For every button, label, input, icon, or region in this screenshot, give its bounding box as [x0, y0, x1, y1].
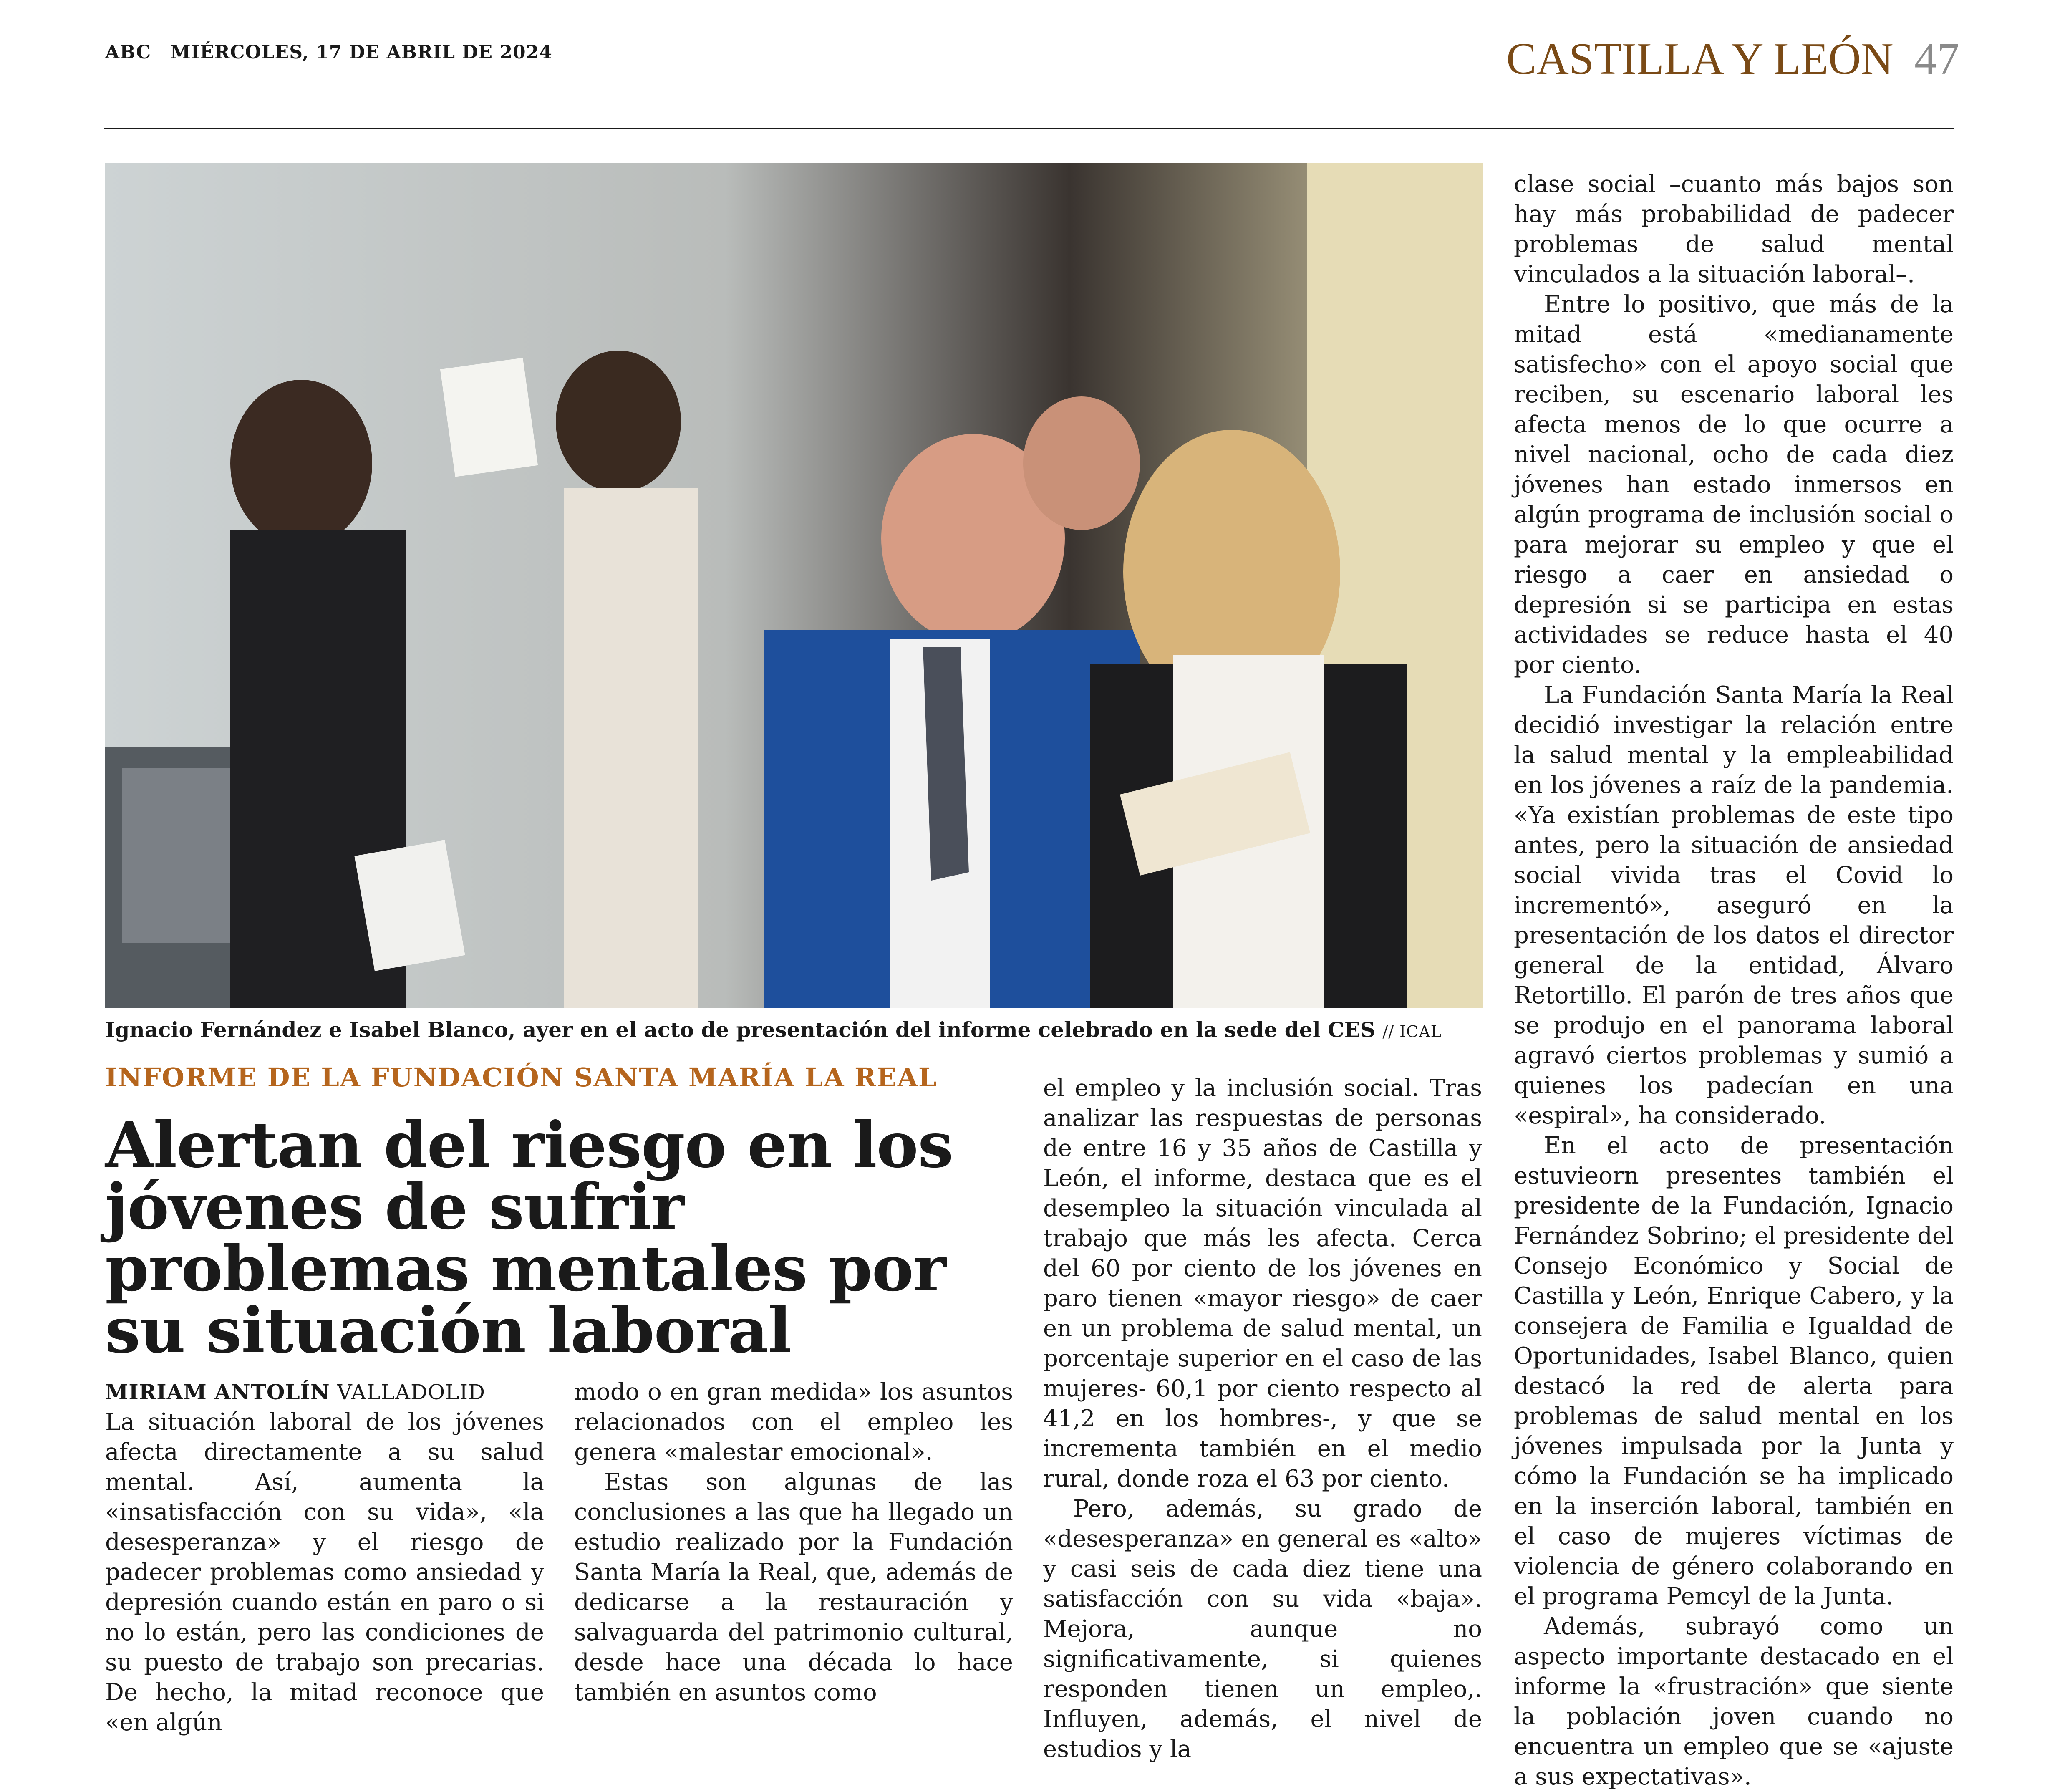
- paragraph: Pero, además, su grado de «desesperanza» en general es «alto» y casi seis de cada diez tiene una satisfacción con su vida «baja». Mejora, aunque no significativamente, si quienes responden tienen un empleo,. Influyen, además, el nivel de estudios y la: [1043, 1495, 1482, 1763]
- header-rule: [104, 128, 1954, 129]
- article-photo: [105, 163, 1483, 1008]
- paragraph: Entre lo positivo, que más de la mitad está «medianamente satisfecho» con el apoyo social que reciben, su escenario laboral les afecta menos de lo que ocurre a nivel nacional, ocho de cada diez jóvenes han estado inmersos en algún programa de inclusión social o para mejorar su empleo y que el riesgo a caer en ansiedad o depresión si se participa en estas actividades se reduce hasta el 40 por ciento.: [1514, 291, 1954, 679]
- article-kicker: INFORME DE LA FUNDACIÓN SANTA MARÍA LA REAL: [105, 1062, 938, 1093]
- article-headline: Alertan del riesgo en los jóvenes de sufrir problemas mentales por su situación laboral: [105, 1108, 953, 1367]
- article-column-1: [105, 1377, 544, 1738]
- paragraph: Estas son algunas de las conclusiones a las que ha llegado un estudio realizado por la Fundación Santa María la Real, que, además de dedicarse a la restauración y salvaguarda del patrimonio cultural, desde hace una década lo hace también en asuntos como: [574, 1469, 1013, 1706]
- byline: [105, 1377, 544, 1407]
- page-number: 47: [1914, 34, 1959, 84]
- photo-caption: [105, 1017, 1486, 1042]
- photo-illustration: [105, 163, 1483, 1008]
- publication-name: ABC: [105, 42, 151, 63]
- paragraph: modo o en gran medida» los asuntos relacionados con el empleo les genera «malestar emocional».: [574, 1378, 1013, 1466]
- paragraph: el empleo y la inclusión social. Tras analizar las respuestas de personas de entre 16 y 35 años de Castilla y León, el informe, destaca que es el desempleo la situación vinculada al trabajo que más les afecta. Cerca del 60 por ciento de los jóvenes en paro tienen «mayor riesgo» de caer en un problema de salud mental, un porcentaje superior en el caso de las mujeres- 60,1 por ciento respecto al 41,2 en los hombres-, y que se incrementa también en el medio rural, donde roza el 63 por ciento.: [1043, 1075, 1482, 1492]
- paragraph: La situación laboral de los jóvenes afecta directamente a su salud mental. Así, aumenta la «insatisfacción con su vida», «la desesperanza» y el riesgo de padecer problemas como ansiedad y depresión cuando están en paro o si no lo están, pero las condiciones de su puesto de trabajo son precarias. De hecho, la mitad reconoce que «en algún: [105, 1408, 544, 1736]
- section-title: CASTILLA Y LEÓN: [1506, 34, 1894, 84]
- issue-date: MIÉRCOLES, 17 DE ABRIL DE 2024: [170, 42, 552, 63]
- article-column-4: [1514, 169, 1954, 1792]
- paragraph: clase social –cuanto más bajos son hay más probabilidad de padecer problemas de salud mental vinculados a la situación laboral–.: [1514, 171, 1954, 288]
- photo-credit: // ICAL: [1382, 1022, 1442, 1041]
- byline-location: VALLADOLID: [337, 1380, 486, 1404]
- paragraph: La Fundación Santa María la Real decidió investigar la relación entre la salud mental y la empleabilidad en los jóvenes a raíz de la pandemia. «Ya existían problemas de este tipo antes, pero la situación de ansiedad social vivida tras el Covid lo incrementó», aseguró en la presentación de los datos el director general de la entidad, Álvaro Retortillo. El parón de tres años que se produjo en el panorama laboral agravó ciertos problemas y sumió a quienes los padecían en una «espiral», ha considerado.: [1514, 681, 1954, 1129]
- paragraph: En el acto de presentación estuvieorn presentes también el presidente de la Fundación, Ignacio Fernández Sobrino; el presidente del Consejo Económico y Social de Castilla y León, Enrique Cabero, y la consejera de Familia e Igualdad de Oportunidades, Isabel Blanco, quien destacó la red de alerta para problemas de salud mental en los jóvenes impulsada por la Junta y cómo la Fundación se ha implicado en la inserción laboral, también en el caso de mujeres víctimas de violencia de género colaborando en el programa Pemcyl de la Junta.: [1514, 1132, 1954, 1610]
- caption-text: Ignacio Fernández e Isabel Blanco, ayer en el acto de presentación del informe celebrado en la sede del CES: [105, 1017, 1375, 1042]
- byline-author: MIRIAM ANTOLÍN: [105, 1380, 330, 1404]
- paragraph: Además, subrayó como un aspecto importante destacado en el informe la «frustración» que siente la población joven cuando no encuentra un empleo que se «ajuste a sus expectativas».: [1514, 1613, 1954, 1790]
- article-column-3: [1043, 1073, 1482, 1764]
- article-column-2: [574, 1377, 1013, 1708]
